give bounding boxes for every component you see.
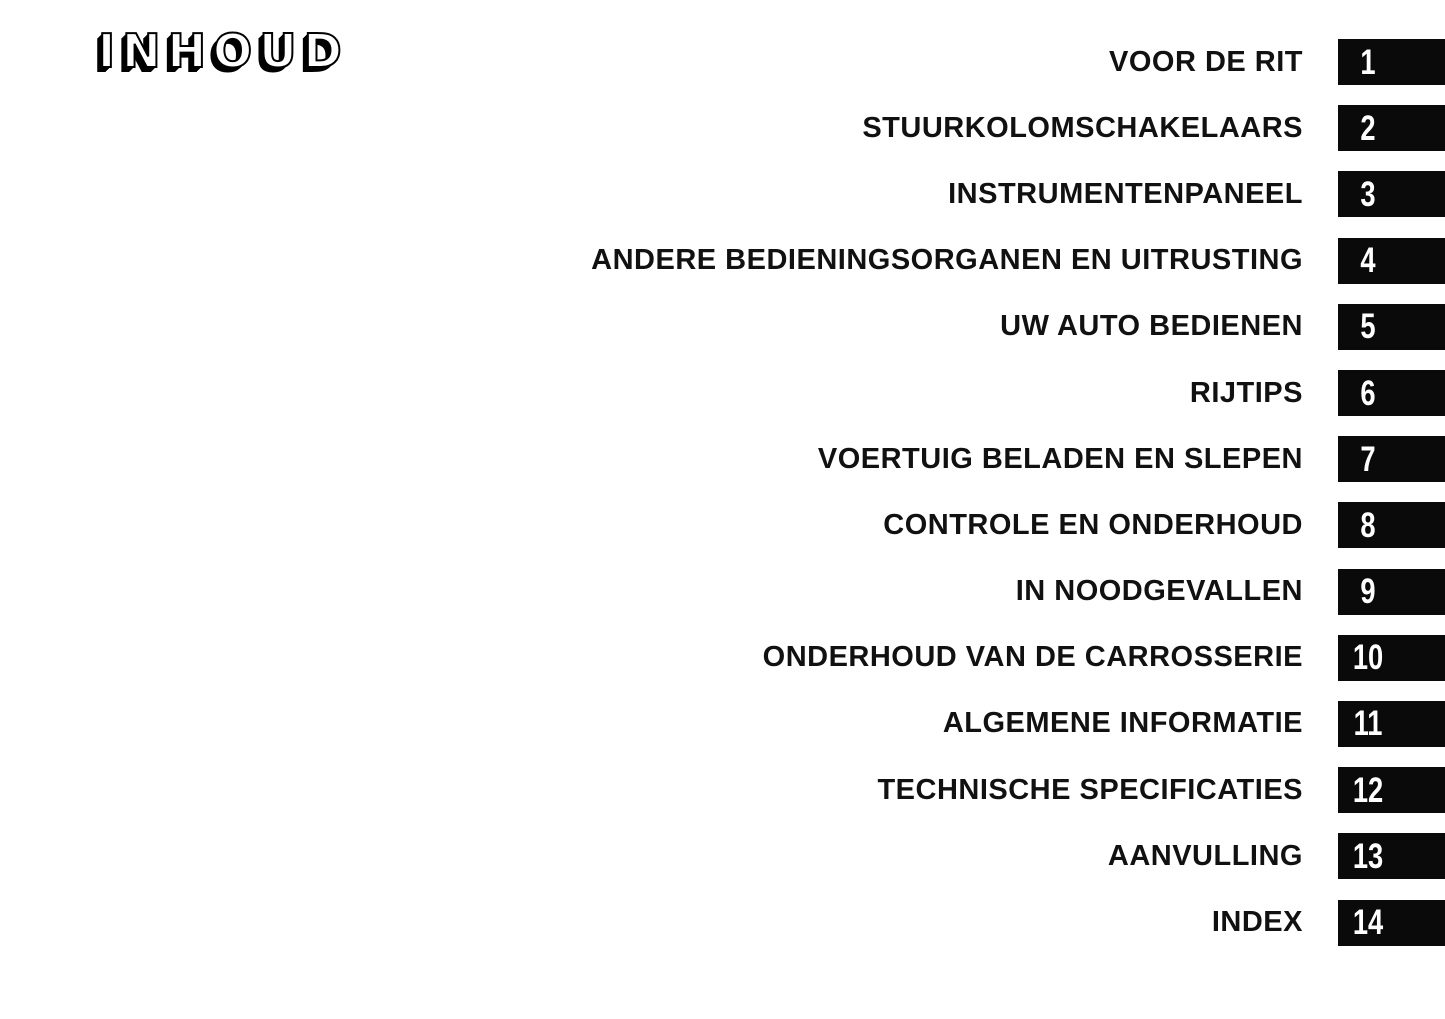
toc-entry-label: RIJTIPS bbox=[1189, 376, 1303, 409]
toc-entry[interactable] bbox=[0, 889, 1445, 955]
toc-entry-label: ONDERHOUD VAN DE CARROSSERIE bbox=[762, 641, 1303, 674]
chapter-tab[interactable] bbox=[1338, 900, 1445, 946]
toc-entry-label: AANVULLING bbox=[1107, 839, 1303, 872]
toc-entry[interactable] bbox=[0, 691, 1445, 757]
toc-entry[interactable] bbox=[0, 426, 1445, 492]
table-of-contents bbox=[0, 24, 1445, 956]
chapter-number: 12 bbox=[1352, 770, 1384, 810]
chapter-number: 6 bbox=[1360, 373, 1376, 413]
chapter-tab[interactable] bbox=[1338, 569, 1445, 615]
chapter-tab[interactable] bbox=[1338, 238, 1445, 284]
chapter-number: 13 bbox=[1352, 836, 1384, 876]
toc-entry[interactable] bbox=[0, 24, 1445, 95]
toc-entry-label: INSTRUMENTENPANEEL bbox=[948, 177, 1303, 210]
toc-entry[interactable] bbox=[0, 360, 1445, 426]
toc-entry[interactable] bbox=[0, 559, 1445, 625]
chapter-number: 8 bbox=[1360, 505, 1376, 545]
toc-entry[interactable] bbox=[0, 625, 1445, 691]
chapter-number: 5 bbox=[1360, 307, 1376, 347]
toc-entry-label: INDEX bbox=[1211, 906, 1303, 939]
chapter-number: 3 bbox=[1360, 174, 1376, 214]
toc-entry-label: VOERTUIG BELADEN EN SLEPEN bbox=[817, 442, 1303, 475]
chapter-number: 1 bbox=[1360, 42, 1376, 82]
chapter-number: 7 bbox=[1360, 439, 1376, 479]
chapter-tab[interactable] bbox=[1338, 39, 1445, 85]
chapter-number: 4 bbox=[1360, 241, 1376, 281]
toc-entry-label: UW AUTO BEDIENEN bbox=[1000, 310, 1303, 343]
toc-entry[interactable] bbox=[0, 492, 1445, 558]
chapter-number: 10 bbox=[1352, 638, 1384, 678]
chapter-tab[interactable] bbox=[1338, 105, 1445, 151]
toc-entry-label: VOOR DE RIT bbox=[1108, 45, 1303, 78]
toc-entry-label: IN NOODGEVALLEN bbox=[1015, 575, 1303, 608]
toc-entry-label: CONTROLE EN ONDERHOUD bbox=[883, 508, 1303, 541]
chapter-tab[interactable] bbox=[1338, 502, 1445, 548]
toc-entry-label: ANDERE BEDIENINGSORGANEN EN UITRUSTING bbox=[591, 244, 1303, 277]
toc-entry[interactable] bbox=[0, 161, 1445, 227]
page-title: INHOUD bbox=[98, 24, 349, 78]
chapter-tab[interactable] bbox=[1338, 370, 1445, 416]
chapter-tab[interactable] bbox=[1338, 701, 1445, 747]
chapter-tab[interactable] bbox=[1338, 436, 1445, 482]
chapter-tab[interactable] bbox=[1338, 767, 1445, 813]
chapter-number: 14 bbox=[1352, 903, 1384, 943]
toc-entry-label: TECHNISCHE SPECIFICATIES bbox=[877, 773, 1303, 806]
toc-entry[interactable] bbox=[0, 823, 1445, 889]
toc-entry[interactable] bbox=[0, 757, 1445, 823]
toc-entry[interactable] bbox=[0, 95, 1445, 161]
chapter-tab[interactable] bbox=[1338, 304, 1445, 350]
toc-entry-label: ALGEMENE INFORMATIE bbox=[942, 707, 1303, 740]
toc-entry[interactable] bbox=[0, 228, 1445, 294]
chapter-number: 2 bbox=[1360, 108, 1376, 148]
chapter-tab[interactable] bbox=[1338, 635, 1445, 681]
toc-entry[interactable] bbox=[0, 294, 1445, 360]
chapter-tab[interactable] bbox=[1338, 833, 1445, 879]
chapter-number: 11 bbox=[1353, 704, 1383, 744]
chapter-tab[interactable] bbox=[1338, 171, 1445, 217]
chapter-number: 9 bbox=[1360, 572, 1376, 612]
toc-entry-label: STUURKOLOMSCHAKELAARS bbox=[862, 111, 1303, 144]
